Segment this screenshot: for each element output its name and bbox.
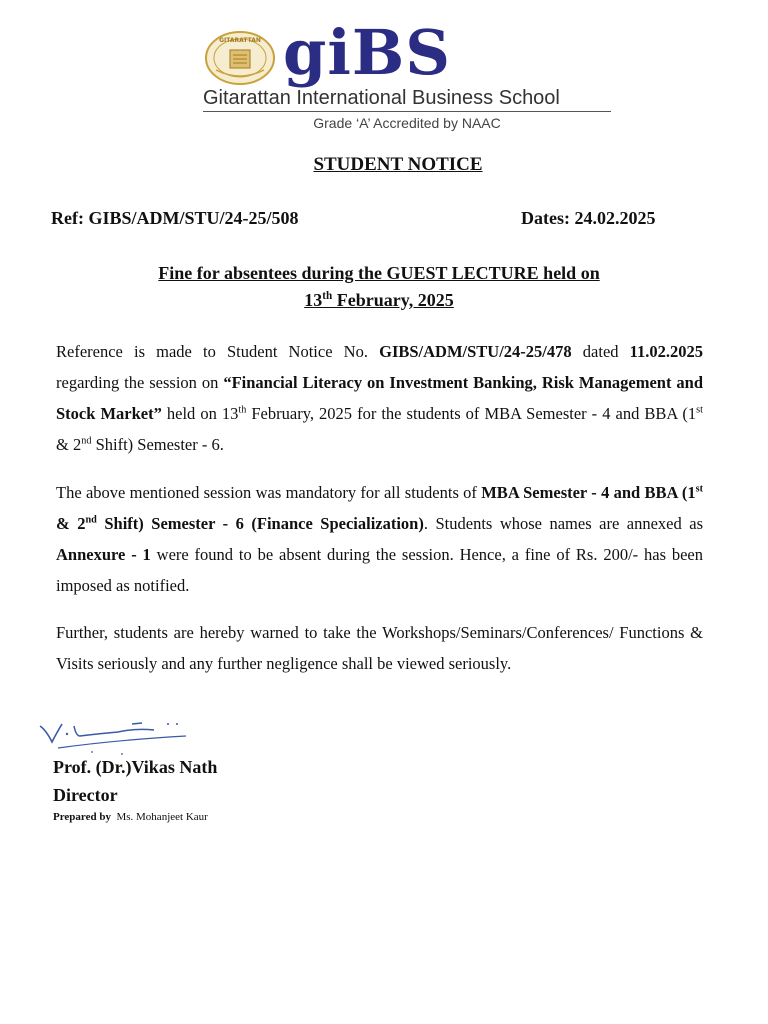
subject-line-2: 13th February, 2025 xyxy=(304,290,454,310)
accreditation-line: Grade ‘A’ Accredited by NAAC xyxy=(313,115,501,131)
institute-name: Gitarattan International Business School xyxy=(203,87,560,109)
prepared-by-line xyxy=(53,809,208,825)
paragraph-warning: Further, students are hereby warned to take the Workshops/Seminars/Conferences/ Functions & Visits seriously and any further negligence shall be viewed seriously. xyxy=(56,623,703,673)
institute-seal-logo xyxy=(204,30,276,86)
signatory-title: Director xyxy=(53,785,118,805)
logo-wordmark: giBS xyxy=(283,16,452,89)
svg-text:GITARATTAN: GITARATTAN xyxy=(219,37,261,44)
notice-subject xyxy=(0,260,758,314)
paragraph-reference: Reference is made to Student Notice No. GIBS/ADM/STU/24-25/478 dated 11.02.2025 regarding the session on “Financial Literacy on Investment Banking, Risk Management and Stock Market” held on 13th February, 2025 for the students of MBA Semester - 4 and BBA (1st & 2nd Shift) Semester - 6. xyxy=(56,342,703,454)
letterhead-divider xyxy=(203,111,611,112)
notice-date: Dates: 24.02.2025 xyxy=(521,208,656,228)
signatory-name: Prof. (Dr.)Vikas Nath xyxy=(53,757,218,777)
reference-number: Ref: GIBS/ADM/STU/24-25/508 xyxy=(51,208,299,228)
notice-title: STUDENT NOTICE xyxy=(313,154,483,175)
handwritten-signature xyxy=(36,712,196,758)
prepared-by-name: Ms. Mohanjeet Kaur xyxy=(116,811,208,823)
prepared-by-label: Prepared by xyxy=(53,811,111,823)
subject-line-1: Fine for absentees during the GUEST LECTURE held on xyxy=(158,263,600,283)
paragraph-fine: The above mentioned session was mandatory for all students of MBA Semester - 4 and BBA (1st & 2nd Shift) Semester - 6 (Finance Specialization). Students whose names are annexed as Annexure - 1 were found to be absent during the session. Hence, a fine of Rs. 200/- has been imposed as notified. xyxy=(56,483,703,595)
